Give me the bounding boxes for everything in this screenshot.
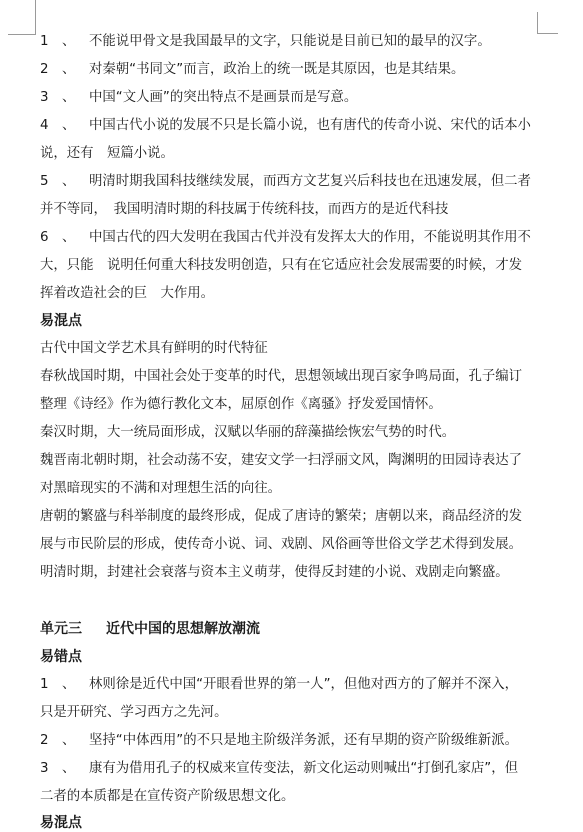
- list-item-continuation: 挥着改造社会的巨 大作用。: [40, 286, 215, 301]
- list-item-continuation: 二者的本质都是在宣传资产阶级思想文化。: [40, 789, 295, 804]
- crop-mark-top-right: [537, 12, 558, 34]
- unit-label: 单元三: [40, 621, 82, 637]
- paragraph-line: 对黑暗现实的不满和对理想生活的向往。: [40, 481, 282, 496]
- crop-mark-top-left: [8, 0, 36, 35]
- list-item: 3 、 康有为借用孔子的权威来宣传变法，新文化运动则喊出“打倒孔家店”，但: [40, 761, 518, 776]
- paragraph-line: 整理《诗经》作为德行教化文本，屈原创作《离骚》抒发爱国情怀。: [40, 397, 442, 412]
- section-heading-confusion-2: 易混点: [40, 815, 82, 831]
- list-item-continuation: 大，只能 说明任何重大科技发明创造，只有在它适应社会发展需要的时候，才发: [40, 258, 523, 273]
- list-item-continuation: 只是开研究、学习西方之先河。: [40, 705, 228, 720]
- paragraph-line: 秦汉时期，大一统局面形成，汉赋以华丽的辞藻描绘恢宏气势的时代。: [40, 425, 456, 440]
- list-item: 5 、 明清时期我国科技继续发展，而西方文艺复兴后科技也在迅速发展，但二者: [40, 174, 531, 189]
- list-item: 3 、 中国“文人画”的突出特点不是画景而是写意。: [40, 90, 358, 105]
- unit-name: 近代中国的思想解放潮流: [106, 621, 260, 637]
- list-item: 1 、 林则徐是近代中国“开眼看世界的第一人”，但他对西方的了解并不深入，: [40, 677, 518, 692]
- paragraph-line: 古代中国文学艺术具有鲜明的时代特征: [40, 341, 268, 356]
- list-item-continuation: 并不等同， 我国明清时期的科技属于传统科技，而西方的是近代科技: [40, 202, 449, 217]
- list-item: 4 、 中国古代小说的发展不只是长篇小说，也有唐代的传奇小说、宋代的话本小: [40, 118, 531, 133]
- list-item: 1 、 不能说甲骨文是我国最早的文字，只能说是目前已知的最早的汉字。: [40, 34, 491, 49]
- paragraph-line: 春秋战国时期，中国社会处于变革的时代，思想领域出现百家争鸣局面，孔子编订: [40, 369, 523, 384]
- list-item: 2 、 对秦朝“书同文”而言，政治上的统一既是其原因，也是其结果。: [40, 62, 465, 77]
- section-heading-confusion: 易混点: [40, 313, 82, 329]
- unit-title: [40, 620, 570, 638]
- paragraph-line: 明清时期，封建社会衰落与资本主义萌芽，使得反封建的小说、戏剧走向繁盛。: [40, 565, 509, 580]
- paragraph-line: 魏晋南北朝时期，社会动荡不安，建安文学一扫浮丽文风，陶渊明的田园诗表达了: [40, 453, 523, 468]
- paragraph-line: 展与市民阶层的形成，使传奇小说、词、戏剧、风俗画等世俗文学艺术得到发展。: [40, 537, 523, 552]
- paragraph-line: 唐朝的繁盛与科举制度的最终形成，促成了唐诗的繁荣；唐朝以来，商品经济的发: [40, 509, 523, 524]
- section-heading-errors: 易错点: [40, 649, 82, 665]
- list-item-continuation: 说，还有 短篇小说。: [40, 146, 174, 161]
- list-item: 2 、 坚持“中体西用”的不只是地主阶级洋务派，还有早期的资产阶级维新派。: [40, 733, 518, 748]
- list-item: 6 、 中国古代的四大发明在我国古代并没有发挥太大的作用，不能说明其作用不: [40, 230, 531, 245]
